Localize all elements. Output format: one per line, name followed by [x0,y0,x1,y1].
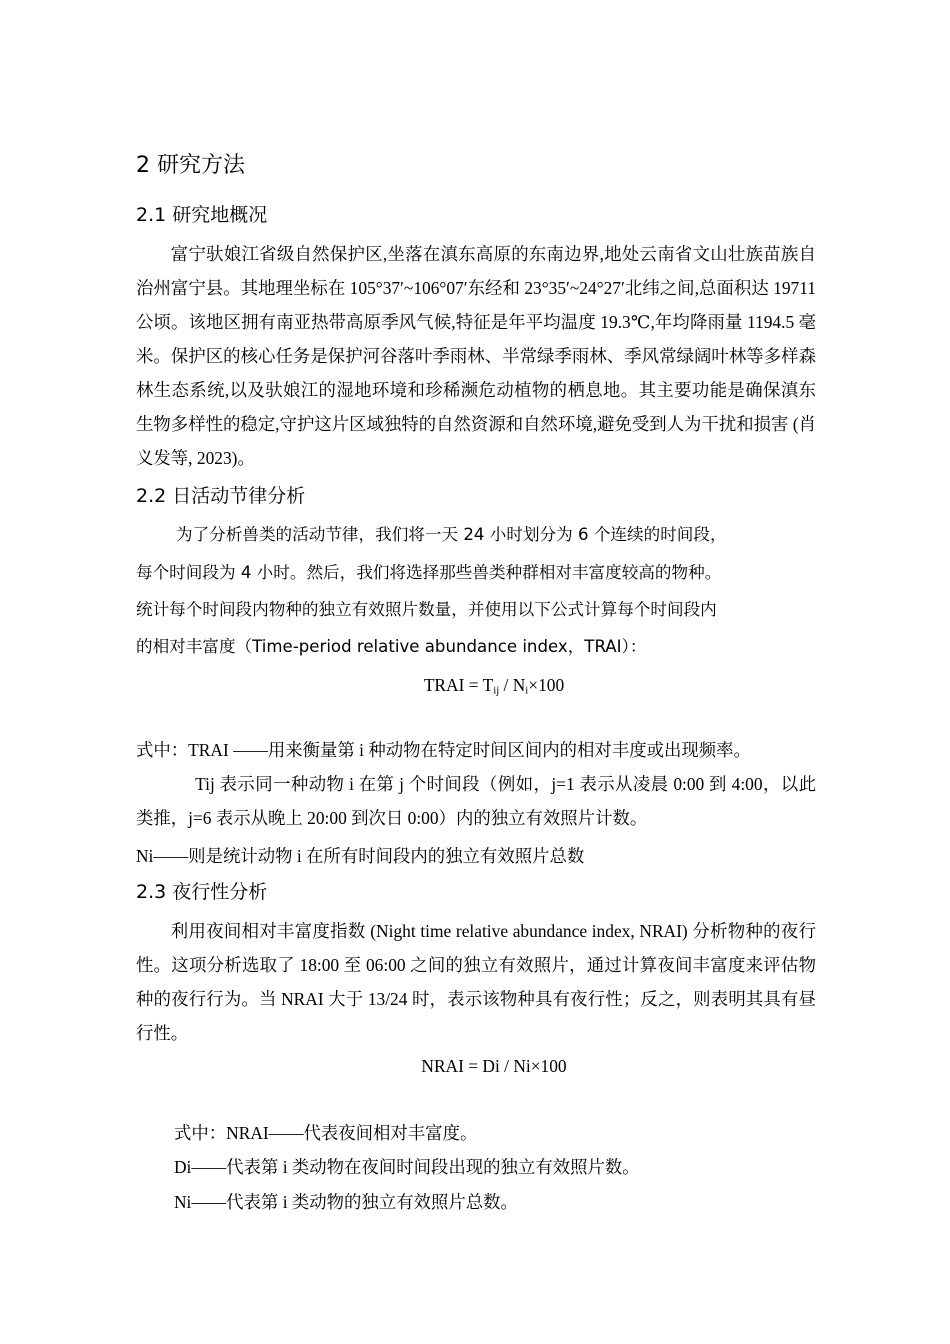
activity-line-2: 每个时间段为 4 小时。然后，我们将选择那些兽类种群相对丰富度较高的物种。 [136,563,722,582]
tij-definition-paragraph: Tij 表示同一种动物 i 在第 j 个时间段（例如，j=1 表示从凌晨 0:00 到 4:00，以此类推，j=6 表示从晚上 20:00 到次日 0:00）内的独立有效照片计数。 [136,774,816,828]
study-area-paragraph: 富宁驮娘江省级自然保护区,坐落在滇东高原的东南边界,地处云南省文山壮族苗族自治州富宁县。其地理坐标在 105°37′~106°07′东经和 23°35′~24°27′北纬之间,总面积达 19711 公顷。该地区拥有南亚热带高原季风气候,特征是年平均温度 19.3℃,年均降雨量 1194.5 毫米。保护区的核心任务是保护河谷落叶季雨林、半常绿季雨林、季风常绿阔叶林等多样森林生态系统,以及驮娘江的湿地环境和珍稀濒危动植物的栖息地。其主要功能是确保滇东生物多样性的稳定,守护这片区域独特的自然资源和自然环境,避免受到人为干扰和损害 (肖义发等, 2023)。 [136,244,816,468]
nocturnality-paragraph: 利用夜间相对丰富度指数 (Night time relative abundance index, NRAI) 分析物种的夜行性。这项分析选取了 18:00 至 06:00 之间的独立有效照片，通过计算夜间丰富度来评估物种的夜行行为。当 NRAI 大于 13/24 时，表示该物种具有夜行性；反之，则表明其具有昼行性。 [136,921,816,1043]
trai-formula-sub-i: i [525,684,529,697]
section-title: 2 研究方法 [136,153,245,178]
nrai-def-line-2: Di——代表第 i 类动物在夜间时间段出现的独立有效照片数。 [174,1157,640,1177]
trai-where-line: 式中：TRAI ——用来衡量第 i 种动物在特定时间区间内的相对丰度或出现频率。 [136,740,751,760]
subsection-title-2-3: 2.3 夜行性分析 [136,881,268,903]
nrai-formula: NRAI = Di / Ni×100 [421,1056,567,1076]
trai-formula-lhs: TRAI = T [423,675,494,695]
subsection-title-2-2: 2.2 日活动节律分析 [136,485,306,507]
trai-formula [136,670,852,700]
subsection-title-2-1: 2.1 研究地概况 [136,204,268,226]
activity-line-4: 的相对丰富度（Time-period relative abundance index，TRAI）： [136,637,647,656]
activity-line-3: 统计每个时间段内物种的独立有效照片数量，并使用以下公式计算每个时间段内 [136,600,717,619]
trai-formula-mid: / N [499,675,526,695]
trai-formula-rhs: ×100 [528,675,565,695]
activity-line-1: 为了分析兽类的活动节律，我们将一天 24 小时划分为 6 个连续的时间段， [176,525,727,544]
trai-formula-sub-ij: ij [493,684,500,697]
nrai-def-line-1: 式中：NRAI——代表夜间相对丰富度。 [174,1123,478,1143]
ni-definition-line: Ni——则是统计动物 i 在所有时间段内的独立有效照片总数 [136,846,585,866]
nrai-def-line-3: Ni——代表第 i 类动物的独立有效照片总数。 [174,1192,518,1212]
